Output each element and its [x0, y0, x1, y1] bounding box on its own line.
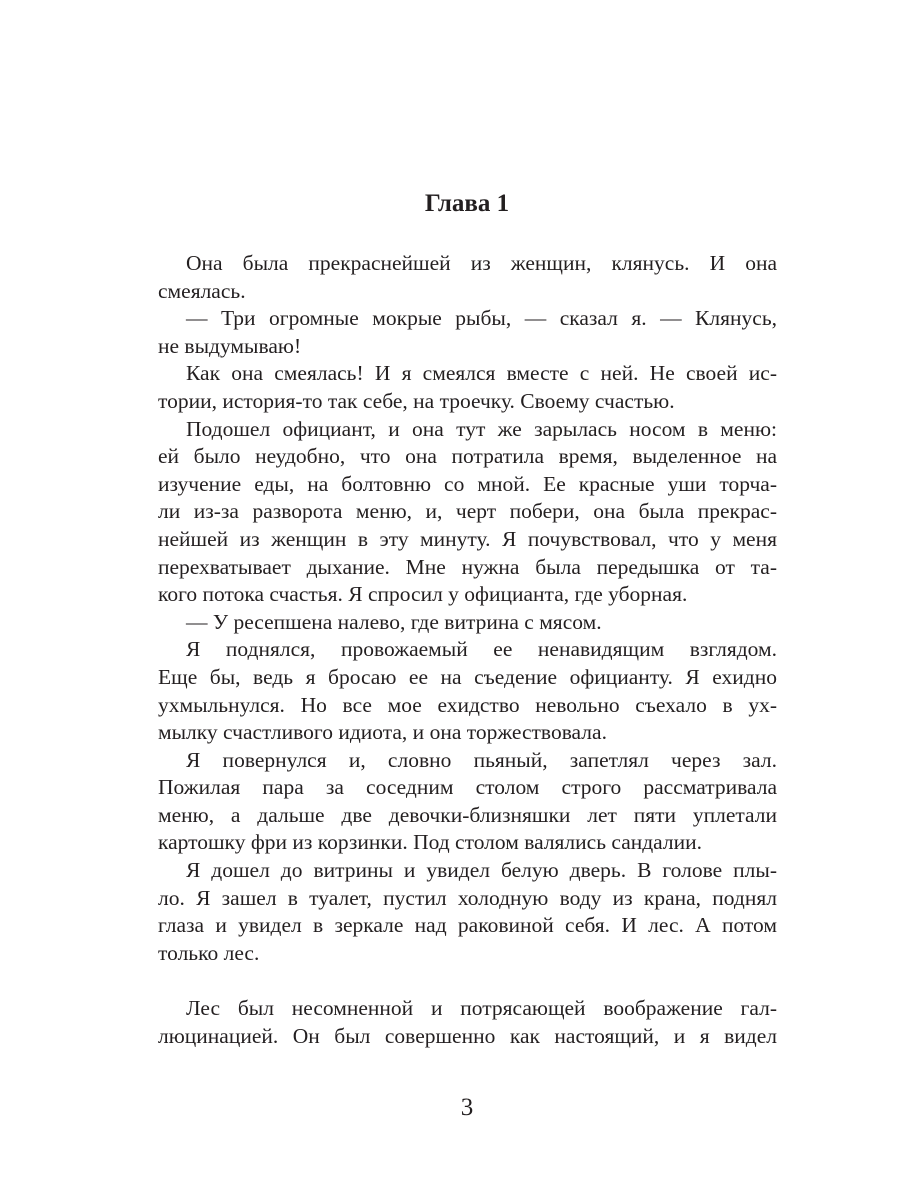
text-line: смеялась.: [158, 278, 246, 303]
text-line: ли из-за разворота меню, и, черт побери, она была прекрас-: [158, 499, 777, 524]
paragraph: [158, 609, 777, 637]
text-line: Пожилая пара за соседним столом строго рассматривала: [158, 775, 777, 800]
text-line: ло. Я зашел в туалет, пустил холодную воду из крана, поднял: [158, 885, 777, 910]
text-line: люцинацией. Он был совершенно как настоящий, и я видел: [158, 1023, 777, 1048]
text-line: ухмыльнулся. Но все мое ехидство невольно съехало в ух-: [158, 692, 777, 717]
text-line: нейшей из женщин в эту минуту. Я почувствовал, что у меня: [158, 526, 777, 551]
paragraph: [158, 636, 777, 746]
text-line: Я поднялся, провожаемый ее ненавидящим взглядом.: [186, 637, 777, 662]
page-number: 3: [460, 1094, 474, 1121]
text-line: — У ресепшена налево, где витрина с мясом.: [186, 609, 602, 634]
paragraph: [158, 360, 777, 415]
text-line: тории, история-то так себе, на троечку. Своему счастью.: [158, 388, 675, 413]
paragraph: [158, 857, 777, 967]
text-line: Как она смеялась! И я смеялся вместе с ней. Не своей ис-: [186, 361, 777, 386]
text-line: Подошел официант, и она тут же зарылась носом в меню:: [186, 416, 777, 441]
paragraph: [158, 305, 777, 360]
text-line: меню, а дальше две девочки-близняшки лет пяти уплетали: [158, 802, 777, 827]
paragraph: [158, 995, 777, 1050]
text-line: — Три огромные мокрые рыбы, — сказал я. — Клянусь,: [186, 306, 777, 331]
text-line: Лес был несомненной и потрясающей воображение гал-: [186, 996, 777, 1021]
body-text: [158, 250, 777, 1050]
paragraph: [158, 747, 777, 857]
text-line: кого потока счастья. Я спросил у официанта, где уборная.: [158, 582, 688, 607]
section-break: [158, 967, 777, 995]
text-line: перехватывает дыхание. Мне нужна была передышка от та-: [158, 554, 777, 579]
text-line: мылку счастливого идиота, и она торжествовала.: [158, 720, 607, 745]
text-line: глаза и увидел в зеркале над раковиной себя. И лес. А потом: [158, 913, 777, 938]
paragraph: [158, 250, 777, 305]
text-line: изучение еды, на болтовню со мной. Ее красные уши торча-: [158, 471, 777, 496]
text-line: не выдумываю!: [158, 333, 302, 358]
chapter-title: Глава 1: [424, 190, 510, 217]
text-line: только лес.: [158, 940, 260, 965]
paragraph: [158, 416, 777, 609]
text-line: Я дошел до витрины и увидел белую дверь. В голове плы-: [186, 858, 777, 883]
text-line: Еще бы, ведь я бросаю ее на съедение официанту. Я ехидно: [158, 664, 777, 689]
text-line: Она была прекраснейшей из женщин, клянусь. И она: [186, 251, 777, 275]
text-line: Я повернулся и, словно пьяный, запетлял через зал.: [186, 747, 777, 772]
text-line: ей было неудобно, что она потратила время, выделенное на: [158, 444, 777, 469]
text-line: картошку фри из корзинки. Под столом валялись сандалии.: [158, 830, 703, 855]
